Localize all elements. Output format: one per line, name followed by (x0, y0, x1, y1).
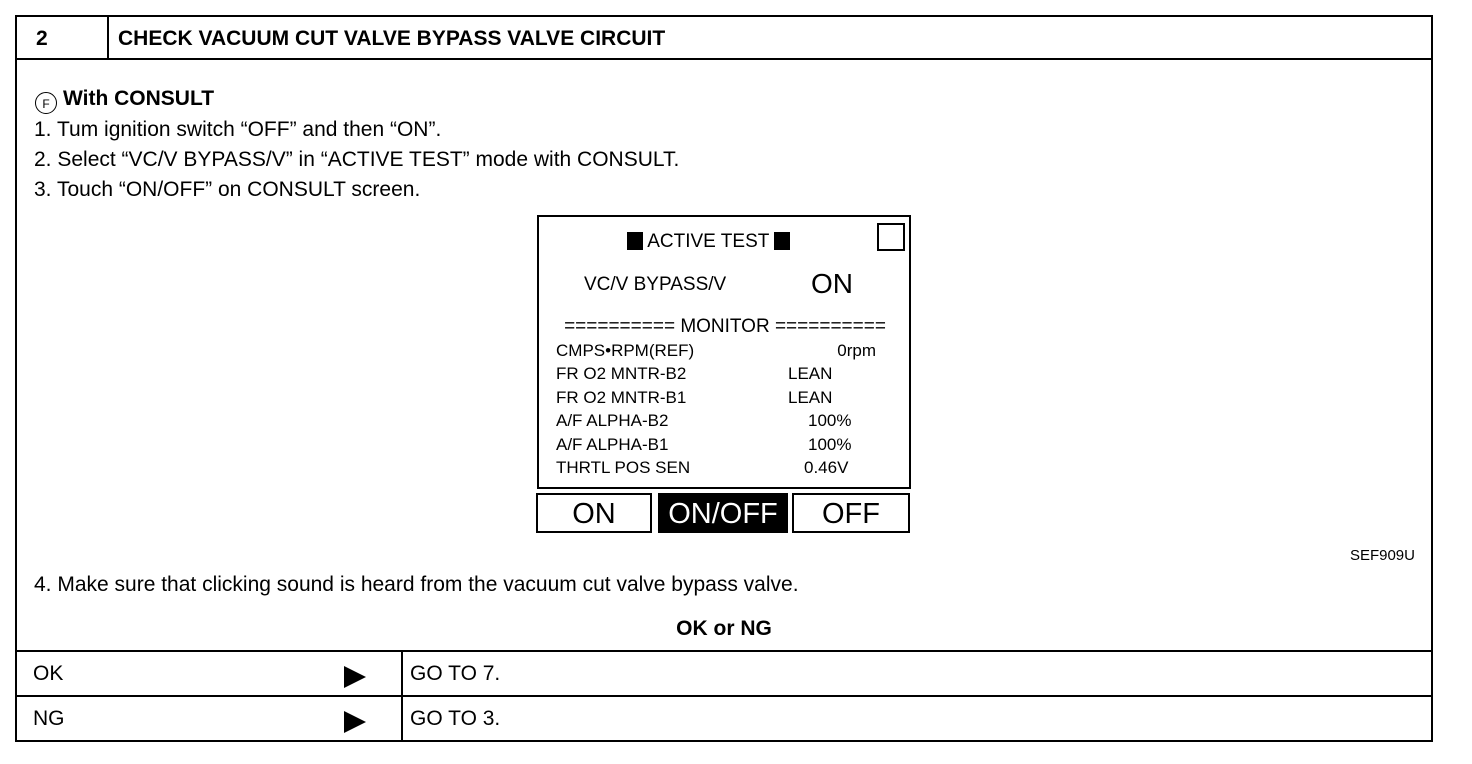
procedure-step-3: 3. Touch “ON/OFF” on CONSULT screen. (34, 178, 421, 201)
step-header (17, 17, 1431, 60)
monitor-label: A/F ALPHA-B1 (556, 434, 669, 454)
monitor-row (556, 341, 896, 364)
on-off-button[interactable]: ON/OFF (658, 493, 788, 533)
on-button[interactable]: ON (536, 493, 652, 533)
monitor-value: 100% (808, 434, 852, 454)
column-divider (401, 697, 403, 740)
monitor-label: THRTL POS SEN (556, 457, 691, 477)
monitor-value: LEAN (788, 387, 833, 407)
test-item-label: VC/V BYPASS/V (584, 274, 727, 295)
figure-code: SEF909U (1349, 547, 1415, 564)
result-label: OK (33, 662, 64, 685)
monitor-value: 0rpm (837, 341, 876, 360)
monitor-row (556, 364, 896, 387)
procedure-step-1: 1. Tum ignition switch “OFF” and then “ON”. (34, 118, 442, 141)
step-title: CHECK VACUUM CUT VALVE BYPASS VALVE CIRCUIT (118, 27, 666, 50)
monitor-list (556, 341, 896, 481)
monitor-label: CMPS•RPM(REF) (556, 341, 695, 360)
result-action: GO TO 3. (410, 707, 501, 730)
consult-icon: F (35, 92, 57, 114)
off-button[interactable]: OFF (792, 493, 910, 533)
procedure-step-2: 2. Select “VC/V BYPASS/V” in “ACTIVE TEST” mode with CONSULT. (34, 148, 680, 171)
monitor-row (556, 435, 896, 458)
block-marker-icon (774, 232, 790, 250)
monitor-row (556, 411, 896, 434)
monitor-divider: ========== MONITOR ========== (564, 316, 886, 337)
result-row-ok (17, 650, 1431, 695)
result-row-ng (17, 695, 1431, 740)
arrow-right-icon (344, 666, 366, 688)
screen-title (627, 231, 790, 253)
monitor-value: LEAN (788, 364, 833, 384)
consult-screen (537, 215, 911, 489)
screen-title-text: ACTIVE TEST (647, 231, 770, 252)
monitor-value: 100% (808, 411, 852, 431)
consult-heading (35, 87, 214, 114)
monitor-row (556, 388, 896, 411)
result-heading: OK or NG (676, 617, 772, 640)
monitor-label: FR O2 MNTR-B1 (556, 387, 687, 407)
test-item-value: ON (811, 268, 853, 299)
arrow-right-icon (344, 711, 366, 733)
inspection-procedure-table (15, 15, 1433, 742)
monitor-value: 0.46V (804, 457, 849, 477)
monitor-label: A/F ALPHA-B2 (556, 411, 669, 431)
step-number: 2 (17, 17, 109, 58)
procedure-step-4: 4. Make sure that clicking sound is heard from the vacuum cut valve bypass valve. (34, 573, 799, 596)
monitor-label: FR O2 MNTR-B2 (556, 364, 687, 384)
consult-label: With CONSULT (63, 87, 215, 110)
column-divider (401, 652, 403, 695)
result-action: GO TO 7. (410, 662, 501, 685)
block-marker-icon (627, 232, 643, 250)
result-table (17, 650, 1431, 740)
result-label: NG (33, 707, 65, 730)
monitor-row (556, 458, 896, 481)
checkbox-icon (877, 223, 905, 251)
